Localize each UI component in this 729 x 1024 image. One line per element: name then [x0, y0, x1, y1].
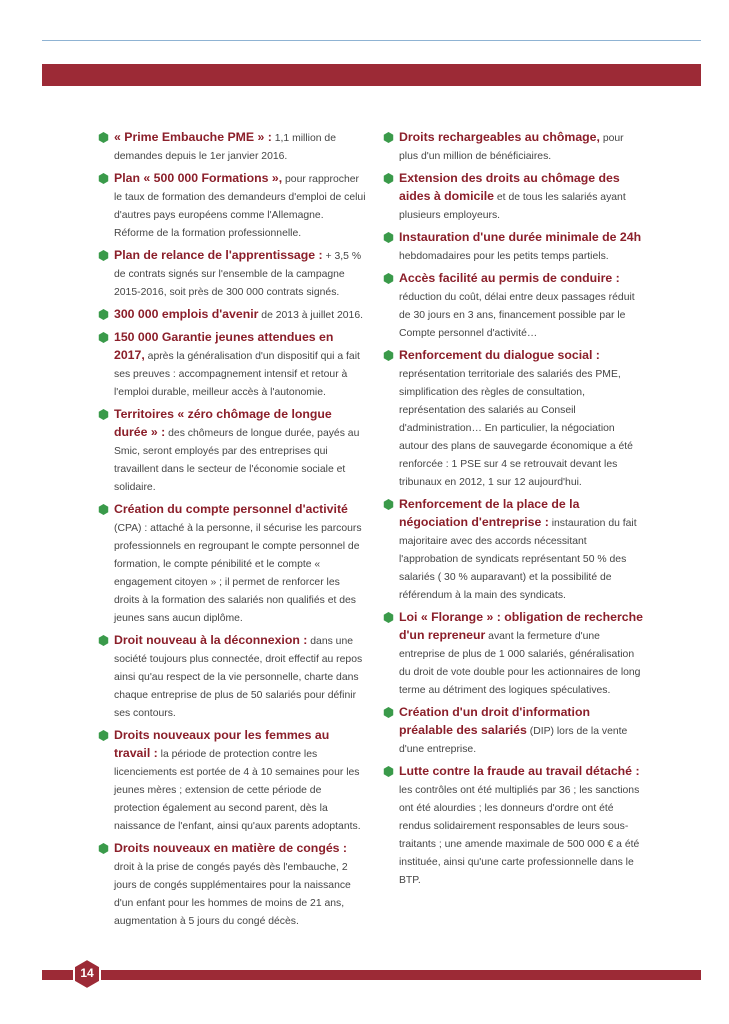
item-title: Droit nouveau à la déconnexion : — [114, 633, 308, 647]
item-title: Création du compte personnel d'activité — [114, 502, 348, 516]
hexagon-bullet-icon — [98, 250, 109, 261]
list-item — [383, 228, 645, 264]
list-item — [383, 495, 645, 603]
item-body: hebdomadaires pour les petits temps partiels. — [399, 251, 609, 262]
hexagon-bullet-icon — [98, 409, 109, 420]
list-item — [98, 328, 366, 400]
item-body: des chômeurs de longue durée, payés au Smic, seront employés par des entreprises qui travaillent dans le secteur de l'économie sociale et solidaire. — [114, 428, 360, 493]
list-item — [383, 608, 645, 698]
item-title: Lutte contre la fraude au travail détaché : — [399, 764, 640, 778]
hexagon-bullet-icon — [383, 132, 394, 143]
hexagon-bullet-icon — [98, 843, 109, 854]
list-item — [98, 839, 366, 929]
hexagon-bullet-icon — [98, 309, 109, 320]
list-item — [383, 169, 645, 223]
page-number: 14 — [80, 966, 94, 980]
hexagon-bullet-icon — [383, 612, 394, 623]
list-item — [383, 346, 645, 490]
item-body: représentation territoriale des salariés des PME, simplification des règles de consultation, représentation des salariés au Conseil d'administration… En particulier, la négociation autour des plans de sauvegarde économique a été renforcée : 1 PSE sur 4 se retrouvait devant les tribunaux en 2012, 1 sur 12 aujourd'hui. — [399, 369, 633, 488]
item-title: Renforcement du dialogue social : — [399, 348, 600, 362]
item-title: « Prime Embauche PME » : — [114, 130, 272, 144]
hexagon-bullet-icon — [383, 173, 394, 184]
item-title: Renforcement de la place de la négociation d'entreprise : — [399, 497, 580, 529]
hexagon-bullet-icon — [98, 132, 109, 143]
hexagon-bullet-icon — [383, 766, 394, 777]
item-title: Territoires « zéro chômage de longue durée » : — [114, 407, 332, 439]
list-item — [383, 128, 645, 164]
item-body: (DIP) lors de la vente d'une entreprise. — [399, 726, 628, 755]
item-title: Droits rechargeables au chômage, — [399, 130, 600, 144]
header-band — [42, 64, 701, 86]
item-body: instauration du fait majoritaire avec des accords nécessitant l'approbation de syndicats représentant 50 % des salariés ( 30 % auparavant) et la possibilité de référendum à la main des syndicats. — [399, 518, 637, 601]
list-item — [98, 500, 366, 626]
item-title: Droits nouveaux en matière de congés : — [114, 841, 348, 855]
item-body: la période de protection contre les licenciements est portée de 4 à 10 semaines pour les jeunes mères ; extension de cette période de protection également au second parent, dès la naissance de l'enfant, ainsi qu'aux parents adoptants. — [114, 749, 361, 832]
left-column — [98, 128, 366, 934]
list-item — [98, 169, 366, 241]
item-body: droit à la prise de congés payés dès l'embauche, 2 jours de congés supplémentaires pour la naissance d'un enfant pour les hommes de moins de 21 ans, augmentation à 5 jours du congé décès. — [114, 862, 351, 927]
footer-band — [42, 970, 701, 980]
hexagon-bullet-icon — [383, 232, 394, 243]
list-item — [98, 631, 366, 721]
list-item — [383, 269, 645, 341]
item-body: et de tous les salariés ayant plusieurs employeurs. — [399, 192, 626, 221]
header-rule — [42, 40, 701, 41]
hexagon-bullet-icon — [383, 499, 394, 510]
item-title: Accès facilité au permis de conduire : — [399, 271, 620, 285]
item-body: pour plus d'un million de bénéficiaires. — [399, 133, 624, 162]
item-title: Plan « 500 000 Formations », — [114, 171, 283, 185]
right-column — [383, 128, 645, 893]
item-body: (CPA) : attaché à la personne, il sécurise les parcours professionnels en regroupant le compte personnel de formation, le compte pénibilité et le compte « engagement citoyen » ; il permet de renforcer les droits à la formation des salariés non qualifiés et des jeunes sans aucun diplôme. — [114, 523, 362, 624]
hexagon-bullet-icon — [98, 504, 109, 515]
item-title: Extension des droits au chômage des aides à domicile — [399, 171, 620, 203]
item-title: 150 000 Garantie jeunes attendues en 2017, — [114, 330, 334, 362]
list-item — [98, 246, 366, 300]
item-title: Plan de relance de l'apprentissage : — [114, 248, 323, 262]
item-title: Création d'un droit d'information préalable des salariés — [399, 705, 590, 737]
item-body: dans une société toujours plus connectée, droit effectif au repos ainsi qu'au respect de la vie personnelle, charte dans chaque entreprise de plus de 50 salariés pour définir ses contours. — [114, 636, 363, 719]
list-item — [383, 703, 645, 757]
list-item — [98, 128, 366, 164]
item-body: 1,1 million de demandes depuis le 1er janvier 2016. — [114, 133, 336, 162]
item-body: les contrôles ont été multipliés par 36 ; les sanctions ont été alourdies ; les donneurs d'ordre ont été rendus solidairement responsables de leurs sous-traitants ; une amende maximale de 500 000 € a été instituée, ainsi qu'une carte professionnelle dans le BTP. — [399, 785, 640, 886]
item-body: pour rapprocher le taux de formation des demandeurs d'emploi de celui d'autres pays européens comme l'Allemagne. Réforme de la formation professionnelle. — [114, 174, 366, 239]
item-body: de 2013 à juillet 2016. — [258, 310, 363, 321]
hexagon-bullet-icon — [98, 173, 109, 184]
hexagon-bullet-icon — [98, 635, 109, 646]
item-body: réduction du coût, délai entre deux passages réduit de 30 jours en 3 ans, financement possible par le Compte personnel d'activité… — [399, 292, 635, 339]
hexagon-bullet-icon — [383, 350, 394, 361]
item-title: Loi « Florange » : obligation de recherche d'un repreneur — [399, 610, 643, 642]
list-item — [383, 762, 645, 888]
item-title: Droits nouveaux pour les femmes au travail : — [114, 728, 330, 760]
hexagon-bullet-icon — [383, 273, 394, 284]
item-body: + 3,5 % de contrats signés sur l'ensemble de la campagne 2015-2016, soit près de 300 000 contrats signés. — [114, 251, 362, 298]
item-title: Instauration d'une durée minimale de 24h — [399, 230, 642, 244]
list-item — [98, 305, 366, 323]
hexagon-bullet-icon — [98, 332, 109, 343]
list-item — [98, 726, 366, 834]
item-title: 300 000 emplois d'avenir — [114, 307, 259, 321]
list-item — [98, 405, 366, 495]
item-body: avant la fermeture d'une entreprise de plus de 1 000 salariés, généralisation du droit de vote double pour les actionnaires de long terme au détriment des logiques spéculatives. — [399, 631, 641, 696]
hexagon-bullet-icon — [98, 730, 109, 741]
item-body: après la généralisation d'un dispositif qui a fait ses preuves : accompagnement intensif et retour à l'emploi durable, meilleur accès à l'autonomie. — [114, 351, 360, 398]
hexagon-bullet-icon — [383, 707, 394, 718]
